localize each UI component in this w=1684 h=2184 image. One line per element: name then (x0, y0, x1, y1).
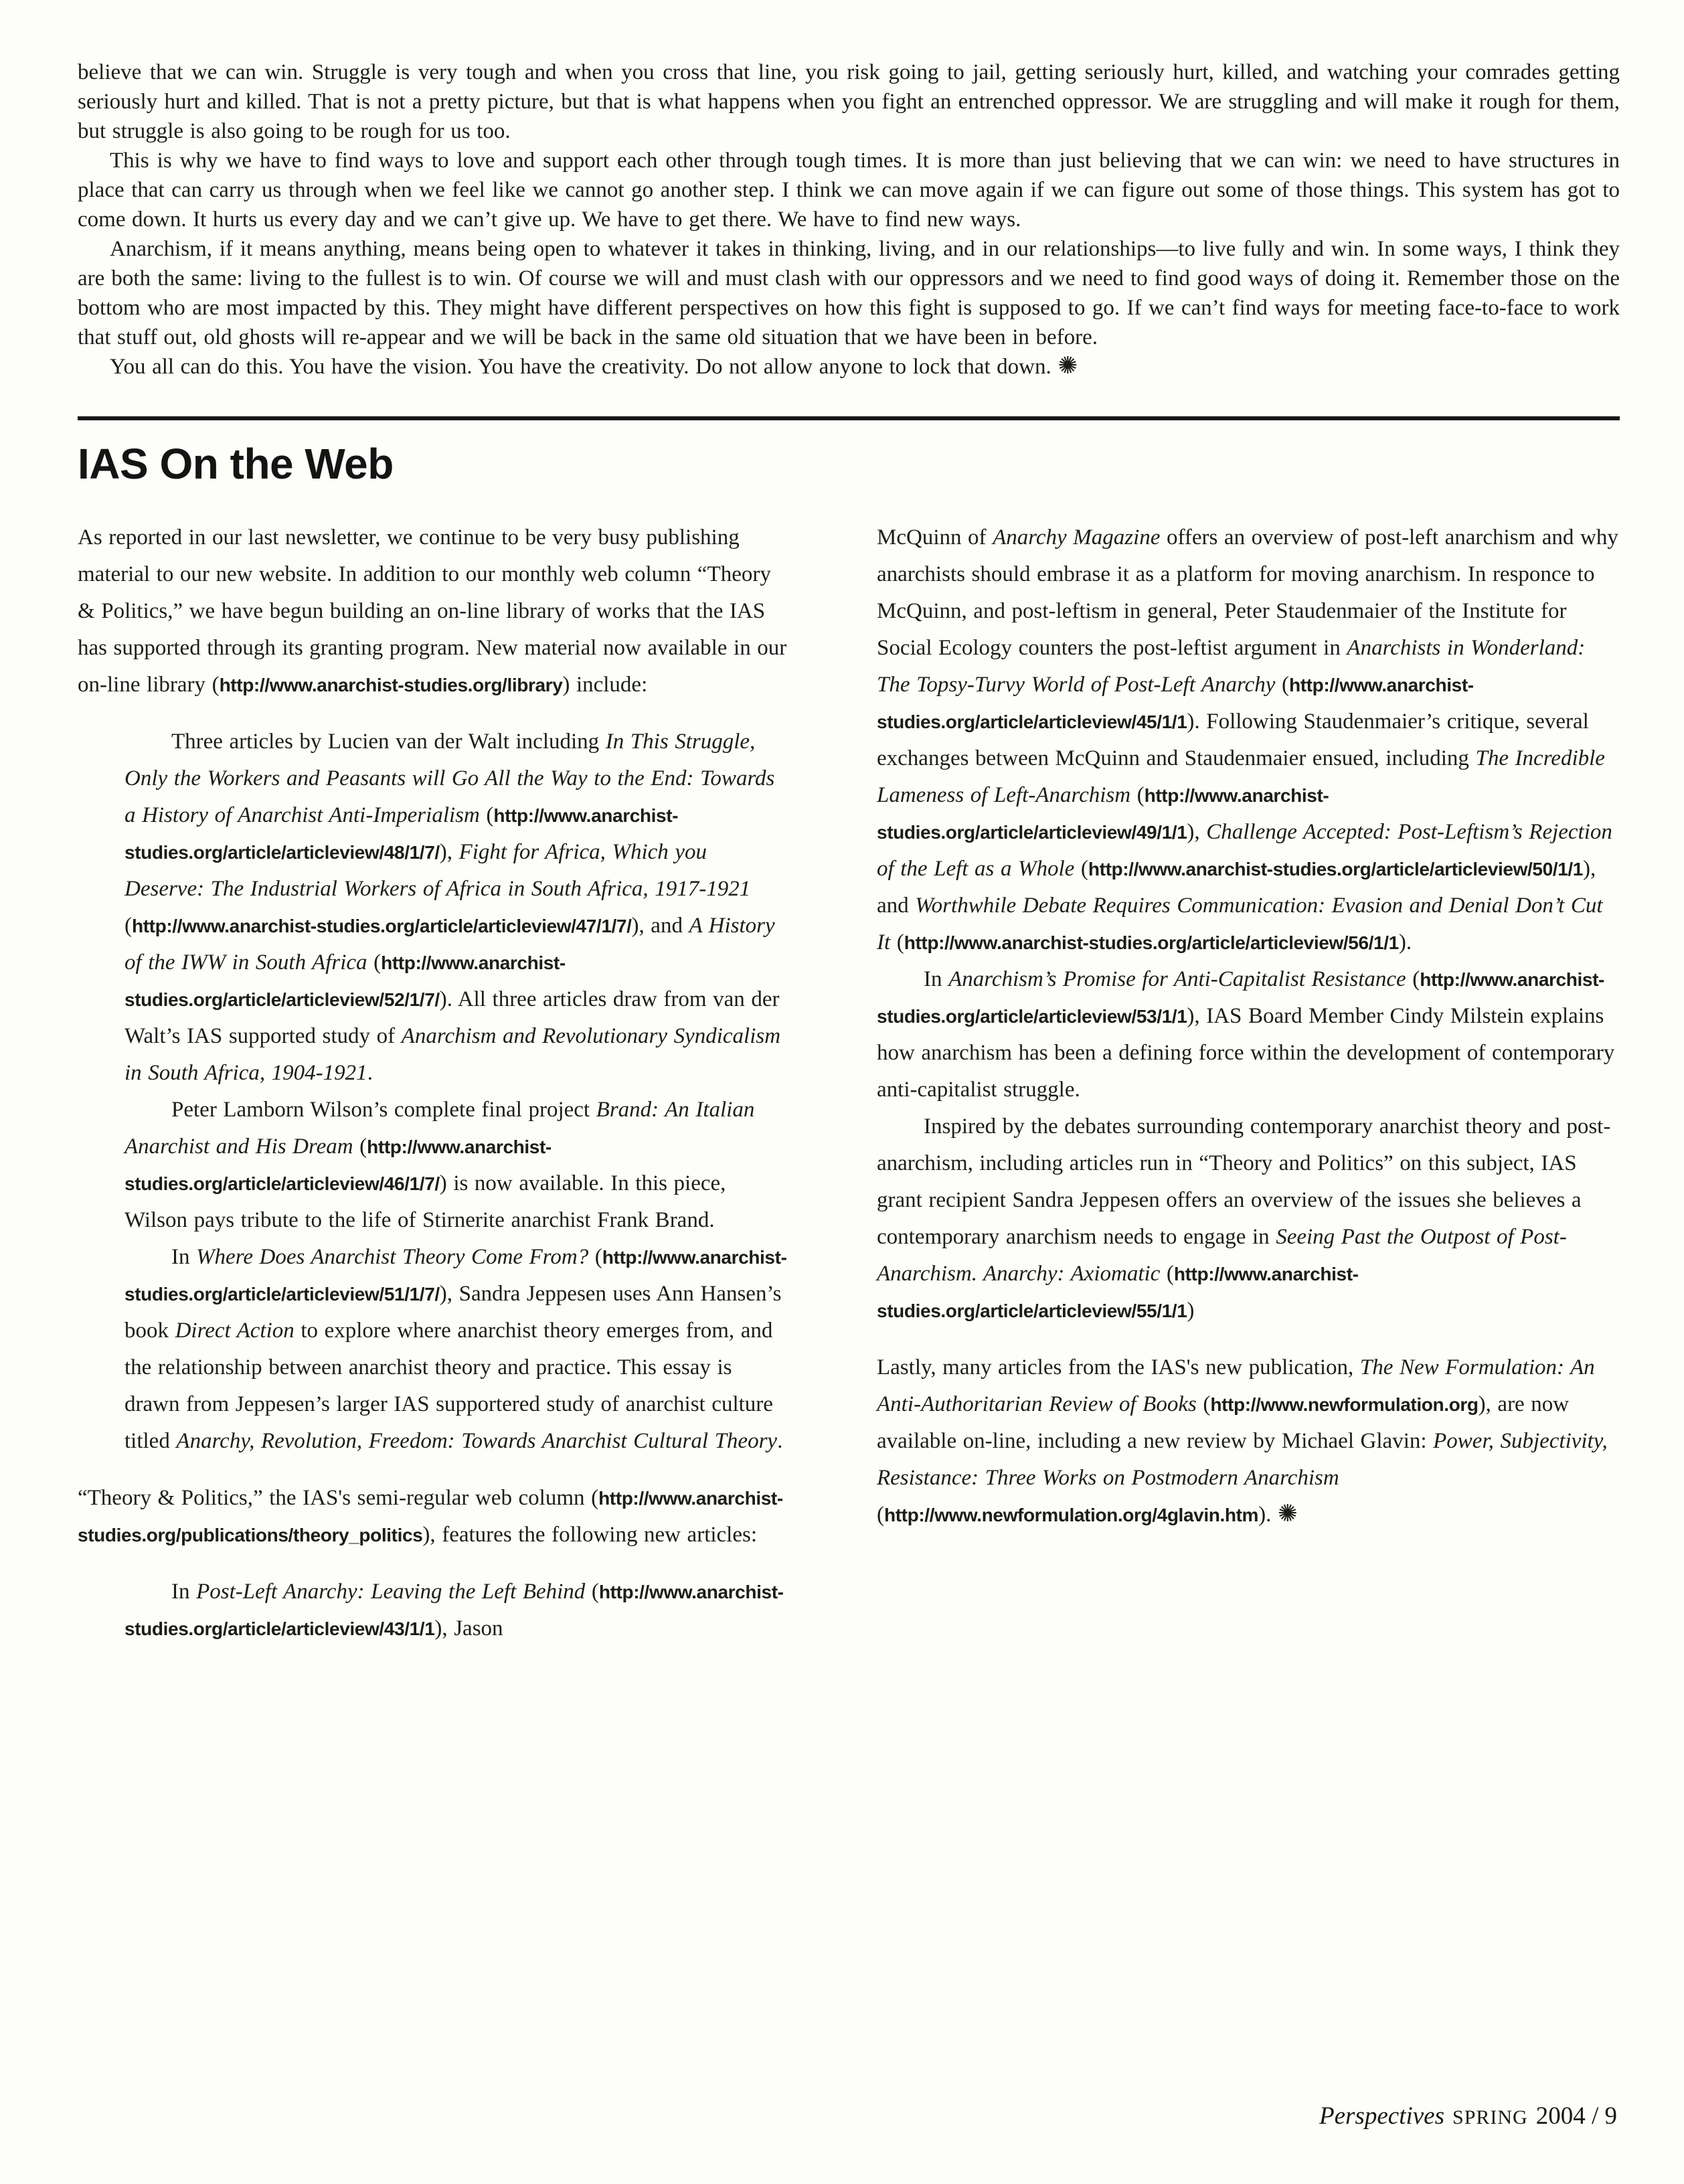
text-run: ( (124, 914, 132, 938)
work-title: Challenge Accepted: Post-Leftism’s Rejection of the Left as a Whole (877, 820, 1612, 881)
url-text: http://www.anarchist-studies.org/article/articleview/51/1/7/ (124, 1247, 787, 1305)
text-run: ), (439, 840, 459, 864)
text-run: ). (1258, 1503, 1278, 1527)
footer-season: SPRING (1452, 2106, 1528, 2128)
section-title: IAS On the Web (78, 440, 394, 488)
text-run: ), and (631, 914, 689, 938)
work-title: Anarchy Magazine (993, 525, 1161, 550)
text-run: ), (1187, 820, 1207, 844)
text-run: ). All three articles draw from van der Walt’s IAS supported study of (124, 987, 780, 1048)
text-run: ), IAS Board Member Cindy Milstein explains how anarchism has been a defining force within the development of contemporary anti-capitalist struggle. (877, 1004, 1615, 1102)
columns (78, 519, 1620, 1647)
left-paragraph-2 (124, 724, 791, 1092)
text-run: Lastly, many articles from the IAS's new publication, (877, 1355, 1360, 1379)
text-run: “Theory & Politics,” the IAS's semi-regular web column ( (78, 1486, 599, 1510)
text-run: believe that we can win. Struggle is very tough and when you cross that line, you risk going to jail, getting seriously hurt, killed, and watching your comrades getting seriously hurt and killed. That is not a pretty picture, but that is what happens when you fight an entrenched oppressor. We are struggling and will make it rough for them, but struggle is also going to be rough for us too. (78, 60, 1620, 143)
text-run: ), are now available on-line, including a new review by Michael Glavin: (877, 1392, 1570, 1453)
text-run: ( (1196, 1392, 1211, 1416)
column-left (78, 519, 791, 1647)
left-paragraph-4 (124, 1239, 791, 1460)
text-run: ( (479, 803, 494, 827)
text-run: ( (588, 1245, 602, 1269)
url-text: http://www.anarchist-studies.org/article/articleview/46/1/7/ (124, 1137, 552, 1194)
text-run: offers an overview of post-left anarchism and why anarchists should embrase it as a platform for moving anarchism. In responce to McQuinn, and post-leftism in general, Peter Staudenmaier of the Institute for Social Ecology counters the post-leftist argument in (877, 525, 1618, 660)
work-title: In This Struggle, Only the Workers and Peasants will Go All the Way to the End: Towards a History of Anarchist Anti-Imperialism (124, 730, 775, 827)
url-text: http://www.anarchist-studies.org/article/articleview/43/1/1 (124, 1582, 784, 1639)
text-run: ( (1074, 857, 1088, 881)
url-text: http://www.anarchist-studies.org/article/articleview/47/1/7/ (132, 916, 632, 936)
work-title: Where Does Anarchist Theory Come From? (196, 1245, 589, 1269)
left-paragraph-1 (78, 519, 791, 703)
work-title: Power, Subjectivity, Resistance: Three Works on Postmodern Anarchism (877, 1429, 1608, 1490)
text-run: to explore where anarchist theory emerges from, and the relationship between anarchist theory and practice. This essay is drawn from Jeppesen’s larger IAS supportered study of anarchist culture titled (124, 1319, 773, 1453)
text-run: ( (890, 930, 904, 954)
work-title: Post-Left Anarchy: Leaving the Left Behind (196, 1580, 586, 1604)
work-title: A History of the IWW in South Africa (124, 914, 775, 975)
text-run: ( (877, 1503, 884, 1527)
text-run: As reported in our last newsletter, we continue to be very busy publishing material to our new website. In addition to our monthly web column “Theory & Politics,” we have begun building an on-line library of works that the IAS has supported through its granting program. New material now available in our on-line library ( (78, 525, 787, 697)
work-title: Seeing Past the Outpost of Post-Anarchism. Anarchy: Axiomatic (877, 1225, 1567, 1286)
url-text: http://www.anarchist-studies.org/article/articleview/52/1/7/ (124, 952, 566, 1010)
left-paragraph-3 (124, 1092, 791, 1239)
text-run: . (777, 1429, 783, 1453)
text-run: Three articles by Lucien van der Walt including (171, 730, 606, 754)
text-run: ) (1187, 1298, 1195, 1323)
journal-name: Perspectives (1319, 2102, 1445, 2130)
text-run: ( (585, 1580, 599, 1604)
text-run: McQuinn of (877, 525, 993, 550)
work-title: Fight for Africa, Which you Deserve: The Industrial Workers of Africa in South Africa, 1917-1921 (124, 840, 751, 901)
text-run: In (924, 967, 949, 991)
url-text: http://www.newformulation.org (1210, 1394, 1479, 1415)
text-run: ( (1275, 673, 1289, 697)
text-run: ) include: (562, 673, 648, 697)
url-text: http://www.anarchist-studies.org/article/articleview/53/1/1 (877, 969, 1604, 1027)
top-paragraph-1 (78, 58, 1620, 146)
text-run: ( (1160, 1262, 1174, 1286)
work-title: The Incredible Lameness of Left-Anarchism (877, 746, 1605, 807)
work-title: Anarchism and Revolutionary Syndicalism in South Africa, 1904-1921 (124, 1024, 781, 1085)
right-paragraph-4 (877, 1349, 1620, 1533)
end-dingbat: ✺ (1277, 1500, 1298, 1527)
url-text: http://www.anarchist-studies.org/article/articleview/48/1/7/ (124, 805, 679, 863)
footer-issue: 2004 / 9 (1535, 2102, 1617, 2130)
left-paragraph-5 (78, 1480, 791, 1553)
text-run: . (367, 1061, 373, 1085)
section-divider (78, 416, 1620, 420)
work-title: The New Formulation: An Anti-Authoritarian Review of Books (877, 1355, 1595, 1416)
top-paragraph-2 (78, 146, 1620, 234)
text-run: ), features the following new articles: (422, 1523, 758, 1547)
top-paragraph-4 (78, 352, 1620, 382)
text-run: Peter Lamborn Wilson’s complete final project (171, 1098, 596, 1122)
right-paragraph-2 (877, 961, 1620, 1108)
text-run: ( (1130, 783, 1145, 807)
text-run: ), Jason (434, 1616, 503, 1641)
top-article (78, 58, 1620, 382)
work-title: Worthwhile Debate Requires Communication: Evasion and Denial Don’t Cut It (877, 894, 1603, 954)
url-text: http://www.anarchist-studies.org/article/articleview/56/1/1 (904, 932, 1399, 953)
text-run: You all can do this. You have the vision. You have the creativity. Do not allow anyone to lock that down. (110, 355, 1058, 379)
text-run: Anarchism, if it means anything, means being open to whatever it takes in thinking, living, and in our relationships—to live fully and win. In some ways, I think they are both the same: living to the fullest is to win. Of course we will and must clash with our oppressors and we need to find good ways of doing it. Remember those on the bottom who are most impacted by this. They might have different perspectives on how this fight is supposed to go. If we can’t find ways for meeting face-to-face to work that stuff out, old ghosts will re-appear and we will be back in the same old situation that we have been in before. (78, 237, 1620, 349)
text-run: ( (367, 950, 382, 975)
column-right (877, 519, 1620, 1647)
text-run: In (171, 1580, 197, 1604)
url-text: http://www.anarchist-studies.org/publications/theory_politics (78, 1488, 783, 1545)
text-run: ) is now available. In this piece, Wilson pays tribute to the life of Stirnerite anarchist Frank Brand. (124, 1171, 726, 1232)
url-text: http://www.anarchist-studies.org/library (219, 675, 563, 695)
end-dingbat: ✺ (1058, 352, 1078, 380)
work-title: Brand: An Italian Anarchist and His Dream (124, 1098, 755, 1159)
url-text: http://www.anarchist-studies.org/article/articleview/50/1/1 (1088, 859, 1583, 879)
text-run: ). Following Staudenmaier’s critique, several exchanges between McQuinn and Staudenmaier ensued, including (877, 709, 1589, 770)
url-text: http://www.anarchist-studies.org/article/articleview/49/1/1 (877, 785, 1329, 843)
right-paragraph-1 (877, 519, 1620, 961)
left-paragraph-6 (124, 1574, 791, 1647)
text-run: Inspired by the debates surrounding contemporary anarchist theory and post-anarchism, including articles run in “Theory and Politics” on this subject, IAS grant recipient Sandra Jeppesen offers an overview of the issues she believes a contemporary anarchism needs to engage in (877, 1114, 1611, 1249)
text-run: ). (1398, 930, 1412, 954)
work-title: Direct Action (175, 1319, 294, 1343)
text-run: ), Sandra Jeppesen uses Ann Hansen’s book (124, 1282, 782, 1343)
text-run: ( (1406, 967, 1420, 991)
url-text: http://www.anarchist-studies.org/article/articleview/45/1/1 (877, 675, 1474, 732)
text-run: ), and (877, 857, 1596, 918)
top-paragraph-3 (78, 234, 1620, 352)
text-run: In (171, 1245, 197, 1269)
text-run: ( (353, 1135, 367, 1159)
page-footer (1319, 2102, 1617, 2130)
text-run: This is why we have to find ways to love and support each other through tough times. It is more than just believing that we can win: we need to have structures in place that can carry us through when we feel like we cannot go another step. I think we can move again if we can figure out some of those things. This system has got to come down. It hurts us every day and we can’t give up. We have to get there. We have to find new ways. (78, 149, 1620, 232)
url-text: http://www.anarchist-studies.org/article/articleview/55/1/1 (877, 1264, 1359, 1321)
right-paragraph-3 (877, 1108, 1620, 1329)
work-title: Anarchism’s Promise for Anti-Capitalist Resistance (948, 967, 1406, 991)
work-title: Anarchists in Wonderland: The Topsy-Turvy World of Post-Left Anarchy (877, 636, 1586, 697)
work-title: Anarchy, Revolution, Freedom: Towards Anarchist Cultural Theory (176, 1429, 778, 1453)
url-text: http://www.newformulation.org/4glavin.htm (884, 1505, 1259, 1525)
